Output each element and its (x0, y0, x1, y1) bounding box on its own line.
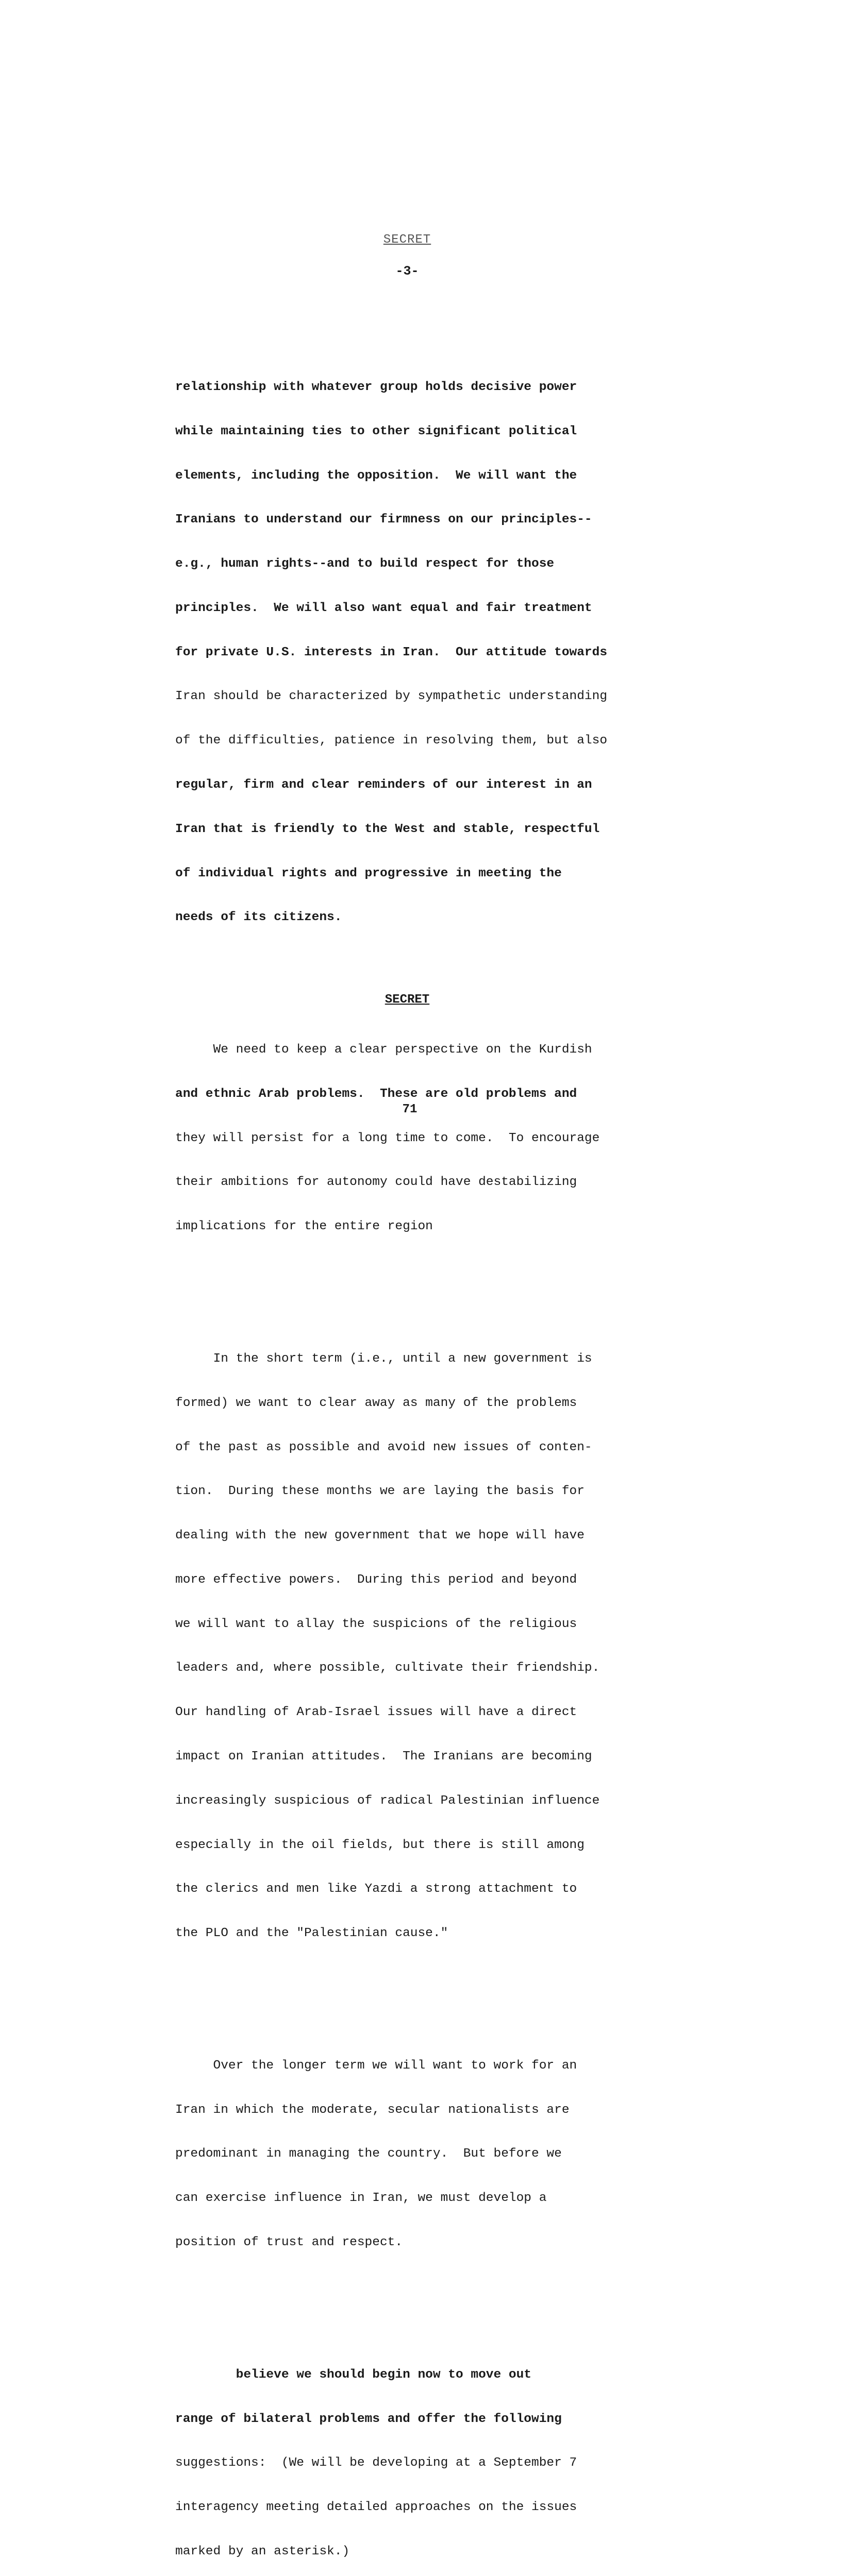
paragraph-longer-term (175, 2029, 691, 2280)
text-line: for private U.S. interests in Iran. Our attitude towards (175, 645, 608, 659)
text-line: range of bilateral problems and offer the following (175, 2412, 562, 2426)
text-line: of individual rights and progressive in meeting the (175, 866, 562, 880)
page-marker: -3- (395, 264, 419, 279)
text-line: We need to keep a clear perspective on the Kurdish (175, 1043, 592, 1057)
paragraph-short-term (175, 1323, 691, 1971)
document-body (175, 307, 691, 2576)
text-line: of the difficulties, patience in resolving them, but also (175, 734, 608, 748)
text-line: of the past as possible and avoid new issues of conten- (175, 1440, 592, 1454)
text-line: leaders and, where possible, cultivate their friendship. (175, 1661, 600, 1675)
text-line: their ambitions for autonomy could have destabilizing (175, 1175, 577, 1190)
text-line: elements, including the opposition. We will want the (175, 468, 577, 483)
text-line: Iran should be characterized by sympathetic understanding (175, 689, 608, 704)
text-line: especially in the oil fields, but there is still among (175, 1838, 585, 1852)
text-line: marked by an asterisk.) (175, 2544, 350, 2558)
text-line: they will persist for a long time to come. To encourage (175, 1131, 600, 1145)
text-line: formed) we want to clear away as many of the problems (175, 1396, 577, 1410)
text-line: we will want to allay the suspicions of the religious (175, 1617, 577, 1631)
text-line: Iranians to understand our firmness on our principles-- (175, 513, 592, 527)
text-line: can exercise influence in Iran, we must develop a (175, 2191, 547, 2206)
text-line: needs of its citizens. (175, 910, 342, 925)
text-line: the clerics and men like Yazdi a strong attachment to (175, 1882, 577, 1896)
text-line: e.g., human rights--and to build respect for those (175, 557, 555, 571)
text-line: principles. We will also want equal and fair treatment (175, 601, 592, 615)
classification-header: SECRET (383, 233, 431, 247)
text-line: predominant in managing the country. But before we (175, 2147, 562, 2161)
text-line: regular, firm and clear reminders of our interest in an (175, 778, 592, 792)
text-line: Over the longer term we will want to work for an (175, 2058, 577, 2073)
text-line: implications for the entire region (175, 1219, 433, 1234)
text-line: Iran in which the moderate, secular nationalists are (175, 2103, 570, 2117)
text-line: position of trust and respect. (175, 2235, 403, 2249)
text-line: increasingly suspicious of radical Palestinian influence (175, 1793, 600, 1808)
text-line: impact on Iranian attitudes. The Iranians are becoming (175, 1750, 592, 1764)
text-line: tion. During these months we are laying the basis for (175, 1484, 585, 1499)
text-line: relationship with whatever group holds decisive power (175, 380, 577, 394)
text-line: while maintaining ties to other significant political (175, 424, 577, 438)
text-line: and ethnic Arab problems. These are old problems and (175, 1087, 577, 1101)
text-line: Our handling of Arab-Israel issues will have a direct (175, 1705, 577, 1720)
text-line: suggestions: (We will be developing at a September 7 (175, 2456, 577, 2470)
paragraph-relationship (175, 351, 691, 955)
classification-footer: SECRET (385, 993, 430, 1007)
paragraph-suggestions (175, 2338, 691, 2576)
page-number: 71 (402, 1103, 418, 1116)
text-line: more effective powers. During this period and beyond (175, 1572, 577, 1587)
text-line: believe we should begin now to move out (175, 2367, 532, 2382)
text-line: Iran that is friendly to the West and stable, respectful (175, 822, 600, 836)
text-line: In the short term (i.e., until a new government is (175, 1351, 592, 1366)
text-line: interagency meeting detailed approaches on the issues (175, 2500, 577, 2515)
text-line: the PLO and the "Palestinian cause." (175, 1926, 448, 1941)
paragraph-kurdish (175, 1013, 691, 1264)
text-line: dealing with the new government that we hope will have (175, 1529, 585, 1543)
